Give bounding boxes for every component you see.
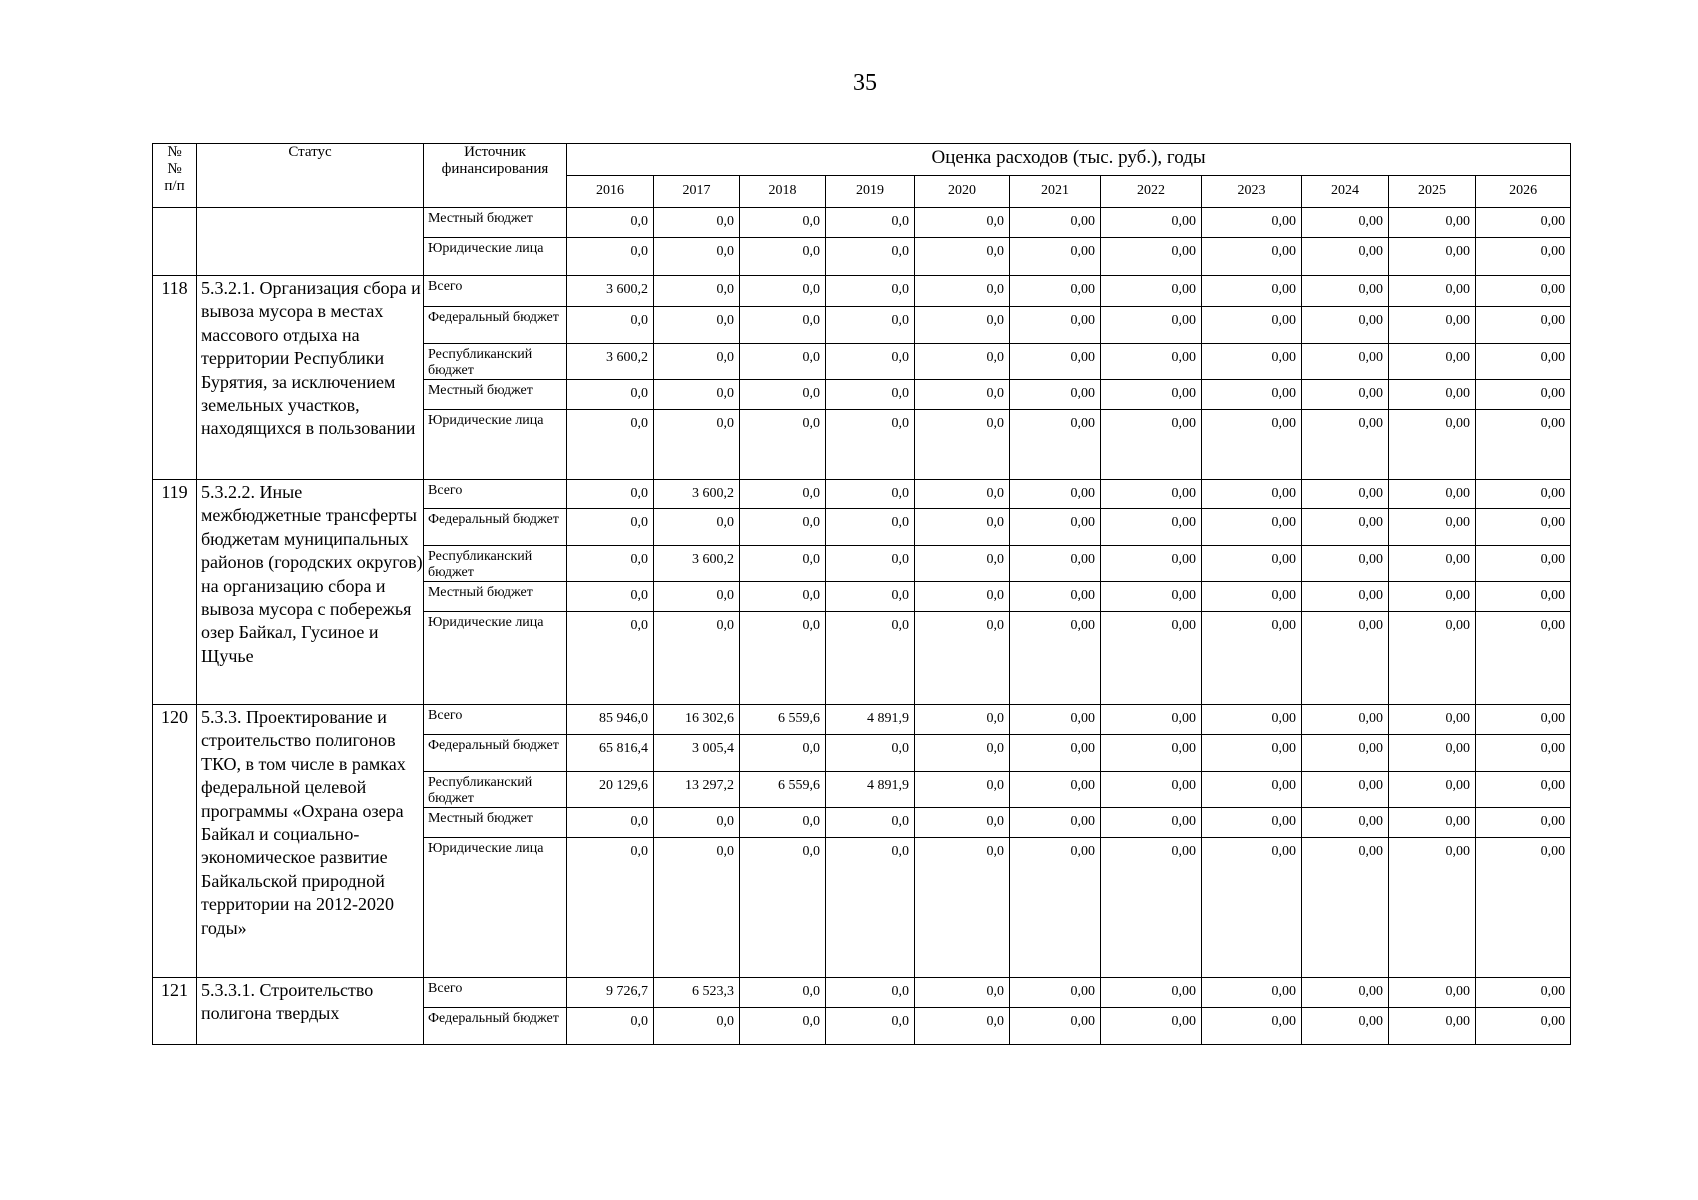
value-cell: 0,00 [1101,1008,1202,1045]
year-header: 2024 [1302,176,1389,208]
value-cell: 0,0 [826,238,915,276]
row-number: 118 [153,276,197,480]
value-cell: 0,0 [740,410,826,480]
value-cell: 0,00 [1101,582,1202,612]
value-cell: 6 559,6 [740,705,826,735]
year-header: 2016 [567,176,654,208]
year-header: 2019 [826,176,915,208]
value-cell: 0,0 [915,705,1010,735]
value-cell: 0,00 [1302,772,1389,808]
source-cell: Федеральный бюджет [424,1008,567,1045]
value-cell: 0,00 [1302,978,1389,1008]
value-cell: 0,0 [567,380,654,410]
value-cell: 0,0 [567,808,654,838]
value-cell: 0,00 [1101,546,1202,582]
value-cell: 0,00 [1010,735,1101,772]
table-row [153,705,1571,735]
value-cell: 0,00 [1010,772,1101,808]
source-cell: Федеральный бюджет [424,735,567,772]
value-cell: 0,00 [1476,808,1571,838]
year-header: 2026 [1476,176,1571,208]
page-number: 35 [853,70,877,96]
value-cell: 0,00 [1476,582,1571,612]
value-cell: 0,00 [1476,344,1571,380]
value-cell: 0,00 [1302,238,1389,276]
value-cell: 6 559,6 [740,772,826,808]
value-cell: 20 129,6 [567,772,654,808]
value-cell: 0,00 [1389,509,1476,546]
value-cell: 0,0 [915,509,1010,546]
value-cell: 0,00 [1010,380,1101,410]
value-cell: 0,0 [654,238,740,276]
value-cell: 0,0 [654,509,740,546]
value-cell: 0,00 [1010,509,1101,546]
value-cell: 0,00 [1202,838,1302,978]
value-cell: 0,00 [1302,344,1389,380]
value-cell: 0,0 [567,838,654,978]
value-cell: 3 600,2 [654,480,740,509]
value-cell: 0,00 [1476,276,1571,307]
value-cell: 0,0 [740,344,826,380]
value-cell: 0,0 [915,480,1010,509]
value-cell: 0,0 [567,509,654,546]
value-cell: 0,0 [654,344,740,380]
value-cell: 0,00 [1389,582,1476,612]
value-cell: 0,0 [915,772,1010,808]
value-cell: 0,0 [915,735,1010,772]
value-cell: 0,00 [1101,838,1202,978]
value-cell: 0,00 [1202,509,1302,546]
value-cell: 0,00 [1202,735,1302,772]
source-cell: Республиканский бюджет [424,546,567,582]
value-cell: 0,0 [915,546,1010,582]
value-cell: 0,0 [740,735,826,772]
value-cell: 0,00 [1010,1008,1101,1045]
value-cell: 0,0 [915,380,1010,410]
value-cell: 0,0 [915,238,1010,276]
value-cell: 0,00 [1010,978,1101,1008]
value-cell: 0,00 [1010,838,1101,978]
year-header: 2025 [1389,176,1476,208]
value-cell: 0,0 [915,808,1010,838]
value-cell: 0,0 [826,838,915,978]
value-cell: 0,0 [567,546,654,582]
value-cell: 0,0 [915,276,1010,307]
value-cell: 0,0 [567,1008,654,1045]
value-cell: 0,0 [740,307,826,344]
value-cell: 0,00 [1389,1008,1476,1045]
value-cell: 0,00 [1476,410,1571,480]
value-cell: 0,0 [567,480,654,509]
value-cell: 0,0 [826,808,915,838]
value-cell: 0,0 [654,612,740,705]
value-cell: 0,0 [740,612,826,705]
value-cell: 0,0 [567,238,654,276]
value-cell: 0,00 [1302,582,1389,612]
value-cell: 0,0 [740,978,826,1008]
header-estimate: Оценка расходов (тыс. руб.), годы [567,144,1571,176]
value-cell: 0,0 [740,238,826,276]
value-cell: 0,00 [1389,208,1476,238]
value-cell: 0,00 [1010,612,1101,705]
status-cell: 5.3.3. Проектирование и строительство полигонов ТКО, в том числе в рамках федеральной целевой программы «Охрана озера Байкал и социально-экономическое развитие Байкальской природной территории на 2012-2020 годы» [197,705,424,978]
value-cell: 0,00 [1476,509,1571,546]
value-cell: 0,0 [654,1008,740,1045]
year-header: 2023 [1202,176,1302,208]
value-cell: 0,00 [1010,238,1101,276]
value-cell: 0,00 [1202,276,1302,307]
source-cell: Республиканский бюджет [424,344,567,380]
value-cell: 0,0 [654,307,740,344]
value-cell: 0,0 [654,808,740,838]
value-cell: 0,00 [1302,307,1389,344]
value-cell: 0,00 [1389,612,1476,705]
value-cell: 0,0 [740,380,826,410]
value-cell: 16 302,6 [654,705,740,735]
year-header: 2017 [654,176,740,208]
value-cell: 0,00 [1101,276,1202,307]
value-cell: 0,0 [567,612,654,705]
table-row [153,480,1571,509]
value-cell: 3 600,2 [654,546,740,582]
source-cell: Федеральный бюджет [424,509,567,546]
status-cell: 5.3.2.2. Иные межбюджетные трансферты бюджетам муниципальных районов (городских округов) на организацию сбора и вывоза мусора с побережья озер Байкал, Гусиное и Щучье [197,480,424,705]
year-header: 2020 [915,176,1010,208]
value-cell: 0,00 [1476,546,1571,582]
header-status: Статус [197,144,424,208]
value-cell: 0,0 [740,480,826,509]
value-cell: 0,00 [1302,838,1389,978]
value-cell: 0,00 [1101,612,1202,705]
value-cell: 0,00 [1010,582,1101,612]
value-cell: 0,00 [1101,238,1202,276]
value-cell: 0,00 [1476,380,1571,410]
value-cell: 3 600,2 [567,344,654,380]
value-cell: 0,0 [915,208,1010,238]
status-cell: 5.3.2.1. Организация сбора и вывоза мусора в местах массового отдыха на территории Республики Бурятия, за исключением земельных участков, находящихся в пользовании [197,276,424,480]
row-number: 121 [153,978,197,1045]
value-cell: 0,0 [826,410,915,480]
value-cell: 0,00 [1389,772,1476,808]
value-cell: 0,0 [826,582,915,612]
value-cell: 0,00 [1202,380,1302,410]
value-cell: 0,00 [1101,480,1202,509]
value-cell: 4 891,9 [826,772,915,808]
value-cell: 0,0 [567,582,654,612]
year-header: 2022 [1101,176,1202,208]
value-cell: 0,0 [654,410,740,480]
value-cell: 0,00 [1389,238,1476,276]
source-cell: Местный бюджет [424,582,567,612]
value-cell: 0,00 [1476,238,1571,276]
value-cell: 0,00 [1101,307,1202,344]
value-cell: 0,0 [740,276,826,307]
value-cell: 6 523,3 [654,978,740,1008]
value-cell: 0,00 [1302,410,1389,480]
value-cell: 0,00 [1302,612,1389,705]
value-cell: 0,0 [826,735,915,772]
value-cell: 0,00 [1010,480,1101,509]
value-cell: 0,0 [826,1008,915,1045]
value-cell: 0,0 [740,808,826,838]
value-cell: 0,0 [915,612,1010,705]
source-cell: Местный бюджет [424,808,567,838]
value-cell: 0,00 [1202,612,1302,705]
status-cell: 5.3.3.1. Строительство полигона твердых [197,978,424,1045]
source-cell: Всего [424,276,567,307]
value-cell: 0,0 [915,838,1010,978]
header-source: Источник финансирования [424,144,567,208]
value-cell: 0,00 [1476,772,1571,808]
value-cell: 0,0 [654,582,740,612]
value-cell: 0,00 [1010,208,1101,238]
value-cell: 13 297,2 [654,772,740,808]
value-cell: 0,00 [1010,705,1101,735]
value-cell: 0,0 [826,307,915,344]
value-cell: 0,00 [1101,410,1202,480]
value-cell: 0,0 [826,380,915,410]
value-cell: 0,00 [1476,838,1571,978]
value-cell: 0,00 [1389,705,1476,735]
value-cell: 0,00 [1010,546,1101,582]
value-cell: 0,00 [1302,380,1389,410]
value-cell: 0,00 [1202,410,1302,480]
value-cell: 0,00 [1010,808,1101,838]
value-cell: 0,00 [1476,208,1571,238]
table-row [153,978,1571,1008]
source-cell: Всего [424,480,567,509]
value-cell: 0,00 [1101,344,1202,380]
source-cell: Местный бюджет [424,208,567,238]
value-cell: 0,00 [1302,735,1389,772]
value-cell: 0,0 [740,1008,826,1045]
value-cell: 0,0 [654,208,740,238]
value-cell: 0,0 [654,276,740,307]
value-cell: 0,00 [1202,208,1302,238]
value-cell: 0,0 [915,978,1010,1008]
value-cell: 0,00 [1476,480,1571,509]
value-cell: 0,00 [1476,1008,1571,1045]
source-cell: Федеральный бюджет [424,307,567,344]
value-cell: 0,00 [1101,509,1202,546]
value-cell: 0,00 [1389,480,1476,509]
status-cell [197,208,424,276]
value-cell: 0,00 [1202,307,1302,344]
value-cell: 0,00 [1389,735,1476,772]
value-cell: 0,00 [1302,480,1389,509]
expenditure-table [152,143,1571,1045]
value-cell: 0,00 [1389,546,1476,582]
value-cell: 0,0 [567,307,654,344]
value-cell: 0,00 [1389,838,1476,978]
value-cell: 0,00 [1389,307,1476,344]
value-cell: 0,00 [1476,612,1571,705]
year-header: 2018 [740,176,826,208]
value-cell: 0,00 [1202,772,1302,808]
value-cell: 0,0 [567,208,654,238]
value-cell: 0,00 [1202,480,1302,509]
value-cell: 0,00 [1389,808,1476,838]
value-cell: 0,0 [915,1008,1010,1045]
source-cell: Всего [424,705,567,735]
value-cell: 0,0 [826,612,915,705]
value-cell: 0,0 [826,509,915,546]
value-cell: 0,00 [1302,546,1389,582]
value-cell: 0,0 [915,410,1010,480]
source-cell: Юридические лица [424,238,567,276]
value-cell: 0,0 [567,410,654,480]
source-cell: Местный бюджет [424,380,567,410]
value-cell: 0,00 [1202,705,1302,735]
value-cell: 0,0 [654,838,740,978]
value-cell: 0,00 [1101,808,1202,838]
table-row [153,208,1571,238]
value-cell: 9 726,7 [567,978,654,1008]
value-cell: 0,0 [826,480,915,509]
value-cell: 0,00 [1302,276,1389,307]
source-cell: Юридические лица [424,612,567,705]
source-cell: Юридические лица [424,838,567,978]
value-cell: 0,00 [1010,276,1101,307]
value-cell: 0,00 [1302,808,1389,838]
value-cell: 0,0 [826,208,915,238]
value-cell: 0,00 [1101,208,1202,238]
value-cell: 0,00 [1010,410,1101,480]
value-cell: 0,00 [1010,344,1101,380]
value-cell: 0,0 [826,978,915,1008]
value-cell: 0,00 [1202,1008,1302,1045]
header-num: № № п/п [153,144,197,208]
value-cell: 0,0 [915,307,1010,344]
value-cell: 0,0 [826,546,915,582]
table-row [153,276,1571,307]
row-number [153,208,197,276]
value-cell: 0,00 [1202,582,1302,612]
value-cell: 0,0 [740,509,826,546]
value-cell: 3 005,4 [654,735,740,772]
value-cell: 3 600,2 [567,276,654,307]
value-cell: 0,0 [740,838,826,978]
value-cell: 4 891,9 [826,705,915,735]
source-cell: Республиканский бюджет [424,772,567,808]
value-cell: 0,0 [826,276,915,307]
value-cell: 0,0 [826,344,915,380]
source-cell: Всего [424,978,567,1008]
value-cell: 0,00 [1101,772,1202,808]
value-cell: 0,00 [1389,410,1476,480]
value-cell: 0,00 [1302,705,1389,735]
value-cell: 0,0 [915,582,1010,612]
value-cell: 0,00 [1302,208,1389,238]
row-number: 119 [153,480,197,705]
value-cell: 0,00 [1302,1008,1389,1045]
value-cell: 65 816,4 [567,735,654,772]
year-header: 2021 [1010,176,1101,208]
value-cell: 0,0 [740,546,826,582]
value-cell: 0,00 [1476,705,1571,735]
value-cell: 0,00 [1476,735,1571,772]
value-cell: 0,0 [654,380,740,410]
value-cell: 0,00 [1476,978,1571,1008]
value-cell: 0,00 [1202,344,1302,380]
value-cell: 0,00 [1202,238,1302,276]
value-cell: 0,00 [1101,735,1202,772]
value-cell: 85 946,0 [567,705,654,735]
value-cell: 0,00 [1101,705,1202,735]
value-cell: 0,00 [1010,307,1101,344]
value-cell: 0,0 [740,208,826,238]
value-cell: 0,00 [1302,509,1389,546]
value-cell: 0,0 [915,344,1010,380]
value-cell: 0,00 [1389,276,1476,307]
value-cell: 0,0 [740,582,826,612]
value-cell: 0,00 [1389,978,1476,1008]
value-cell: 0,00 [1202,808,1302,838]
value-cell: 0,00 [1101,380,1202,410]
value-cell: 0,00 [1101,978,1202,1008]
value-cell: 0,00 [1202,978,1302,1008]
row-number: 120 [153,705,197,978]
value-cell: 0,00 [1389,380,1476,410]
value-cell: 0,00 [1389,344,1476,380]
value-cell: 0,00 [1476,307,1571,344]
source-cell: Юридические лица [424,410,567,480]
value-cell: 0,00 [1202,546,1302,582]
